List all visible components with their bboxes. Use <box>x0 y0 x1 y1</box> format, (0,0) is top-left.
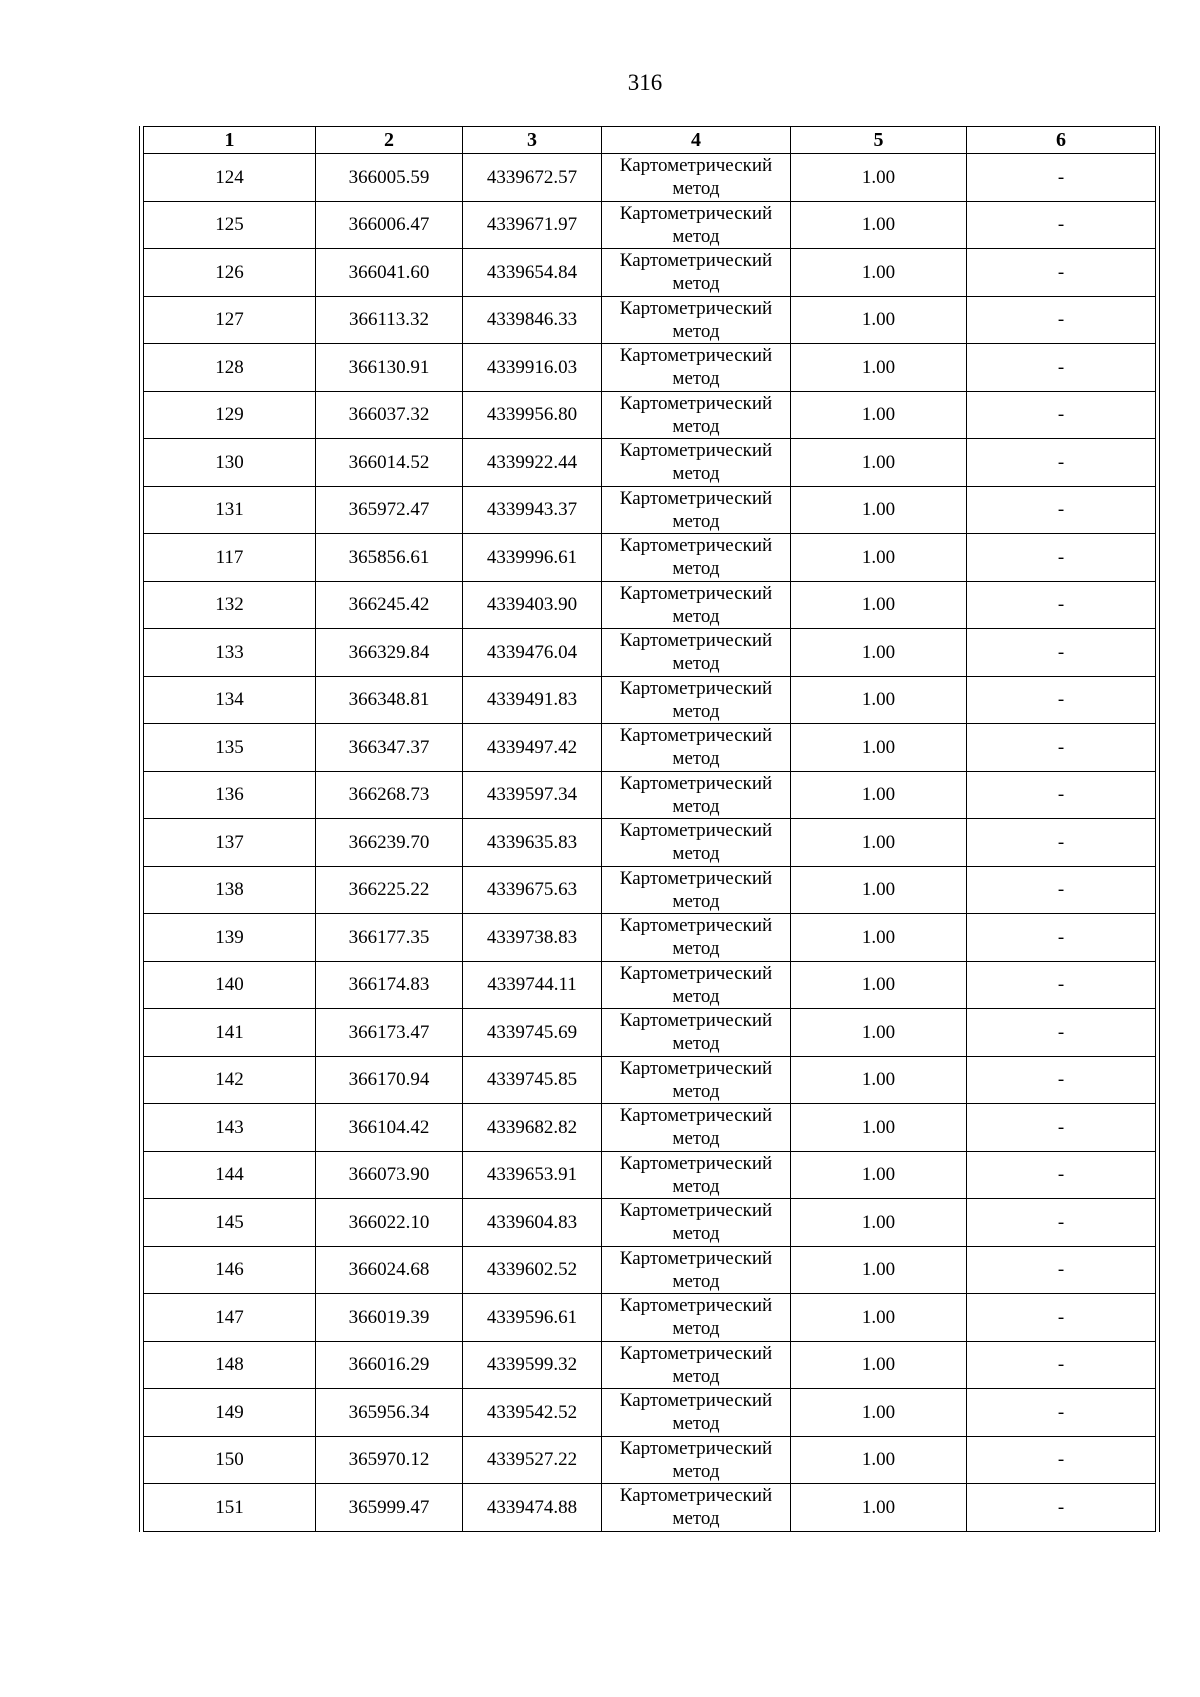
method-cell <box>602 676 791 724</box>
description-cell: - <box>967 1389 1156 1437</box>
method-cell <box>602 1009 791 1057</box>
point-number-cell: 131 <box>144 486 316 534</box>
point-number-cell: 137 <box>144 819 316 867</box>
column-header-4: 4 <box>602 127 791 154</box>
coordinate-y-cell: 4339922.44 <box>463 439 602 487</box>
coordinate-y-cell: 4339491.83 <box>463 676 602 724</box>
coordinate-y-cell: 4339738.83 <box>463 914 602 962</box>
description-cell: - <box>967 676 1156 724</box>
point-number-cell: 147 <box>144 1294 316 1342</box>
method-line-2: метод <box>672 558 720 580</box>
coordinate-y-cell: 4339527.22 <box>463 1436 602 1484</box>
method-cell <box>602 486 791 534</box>
method-line-1: Картометрический <box>619 1390 773 1412</box>
coordinate-x-cell: 365972.47 <box>316 486 463 534</box>
point-number-cell: 146 <box>144 1246 316 1294</box>
coordinate-x-cell: 366024.68 <box>316 1246 463 1294</box>
coordinate-x-cell: 366348.81 <box>316 676 463 724</box>
method-cell <box>602 1151 791 1199</box>
method-line-1: Картометрический <box>619 915 773 937</box>
method-line-2: метод <box>672 653 720 675</box>
method-line-2: метод <box>672 415 720 437</box>
description-cell: - <box>967 629 1156 677</box>
coordinate-y-cell: 4339497.42 <box>463 724 602 772</box>
method-line-2: метод <box>672 1128 720 1150</box>
method-line-2: метод <box>672 1223 720 1245</box>
table-row <box>144 296 1156 344</box>
coordinate-y-cell: 4339474.88 <box>463 1484 602 1532</box>
point-number-cell: 151 <box>144 1484 316 1532</box>
table-row <box>144 1056 1156 1104</box>
coordinate-y-cell: 4339744.11 <box>463 961 602 1009</box>
method-line-2: метод <box>672 843 720 865</box>
table-row <box>144 1341 1156 1389</box>
coordinate-x-cell: 366170.94 <box>316 1056 463 1104</box>
method-line-1: Картометрический <box>619 297 773 319</box>
method-line-1: Картометрический <box>619 677 773 699</box>
point-number-cell: 139 <box>144 914 316 962</box>
method-line-1: Картометрический <box>619 772 773 794</box>
accuracy-cell: 1.00 <box>791 1199 967 1247</box>
coordinate-x-cell: 366268.73 <box>316 771 463 819</box>
coordinate-x-cell: 366174.83 <box>316 961 463 1009</box>
method-cell <box>602 296 791 344</box>
method-cell <box>602 1436 791 1484</box>
method-cell <box>602 581 791 629</box>
method-line-1: Картометрический <box>619 440 773 462</box>
coordinate-y-cell: 4339996.61 <box>463 534 602 582</box>
description-cell: - <box>967 1056 1156 1104</box>
coordinate-y-cell: 4339943.37 <box>463 486 602 534</box>
method-line-2: метод <box>672 795 720 817</box>
method-cell <box>602 1104 791 1152</box>
description-cell: - <box>967 1246 1156 1294</box>
table-row <box>144 1199 1156 1247</box>
accuracy-cell: 1.00 <box>791 961 967 1009</box>
coordinate-y-cell: 4339596.61 <box>463 1294 602 1342</box>
table-body <box>144 154 1156 1532</box>
point-number-cell: 125 <box>144 201 316 249</box>
method-line-2: метод <box>672 1460 720 1482</box>
point-number-cell: 148 <box>144 1341 316 1389</box>
method-cell <box>602 819 791 867</box>
method-cell <box>602 1389 791 1437</box>
accuracy-cell: 1.00 <box>791 866 967 914</box>
coordinate-x-cell: 365856.61 <box>316 534 463 582</box>
coordinate-x-cell: 366104.42 <box>316 1104 463 1152</box>
method-line-1: Картометрический <box>619 1437 773 1459</box>
table-row <box>144 344 1156 392</box>
method-line-1: Картометрический <box>619 820 773 842</box>
description-cell: - <box>967 866 1156 914</box>
method-line-1: Картометрический <box>619 1010 773 1032</box>
coordinate-x-cell: 366347.37 <box>316 724 463 772</box>
method-line-1: Картометрический <box>619 535 773 557</box>
description-cell: - <box>967 724 1156 772</box>
description-cell: - <box>967 344 1156 392</box>
method-cell <box>602 201 791 249</box>
description-cell: - <box>967 1199 1156 1247</box>
table-row <box>144 1389 1156 1437</box>
method-line-2: метод <box>672 890 720 912</box>
accuracy-cell: 1.00 <box>791 724 967 772</box>
description-cell: - <box>967 154 1156 202</box>
method-cell <box>602 866 791 914</box>
table-row <box>144 961 1156 1009</box>
description-cell: - <box>967 1484 1156 1532</box>
coordinates-table <box>143 126 1156 1532</box>
method-cell <box>602 154 791 202</box>
coordinate-y-cell: 4339403.90 <box>463 581 602 629</box>
coordinate-x-cell: 366225.22 <box>316 866 463 914</box>
coordinate-x-cell: 366173.47 <box>316 1009 463 1057</box>
accuracy-cell: 1.00 <box>791 486 967 534</box>
accuracy-cell: 1.00 <box>791 1341 967 1389</box>
table-row <box>144 866 1156 914</box>
point-number-cell: 129 <box>144 391 316 439</box>
table-row <box>144 249 1156 297</box>
method-line-2: метод <box>672 1365 720 1387</box>
point-number-cell: 138 <box>144 866 316 914</box>
coordinates-table-frame <box>139 126 1160 1532</box>
accuracy-cell: 1.00 <box>791 914 967 962</box>
accuracy-cell: 1.00 <box>791 629 967 677</box>
description-cell: - <box>967 439 1156 487</box>
coordinate-x-cell: 366245.42 <box>316 581 463 629</box>
coordinate-y-cell: 4339846.33 <box>463 296 602 344</box>
table-row <box>144 724 1156 772</box>
accuracy-cell: 1.00 <box>791 1246 967 1294</box>
method-cell <box>602 771 791 819</box>
coordinate-x-cell: 366022.10 <box>316 1199 463 1247</box>
description-cell: - <box>967 1294 1156 1342</box>
table-row <box>144 1484 1156 1532</box>
column-header-6: 6 <box>967 127 1156 154</box>
coordinate-y-cell: 4339653.91 <box>463 1151 602 1199</box>
coordinate-y-cell: 4339604.83 <box>463 1199 602 1247</box>
description-cell: - <box>967 961 1156 1009</box>
method-cell <box>602 534 791 582</box>
method-line-1: Картометрический <box>619 1295 773 1317</box>
description-cell: - <box>967 1104 1156 1152</box>
coordinate-y-cell: 4339956.80 <box>463 391 602 439</box>
method-line-1: Картометрический <box>619 1057 773 1079</box>
coordinate-y-cell: 4339542.52 <box>463 1389 602 1437</box>
method-cell <box>602 629 791 677</box>
coordinate-y-cell: 4339654.84 <box>463 249 602 297</box>
method-line-1: Картометрический <box>619 1152 773 1174</box>
description-cell: - <box>967 771 1156 819</box>
coordinate-x-cell: 365970.12 <box>316 1436 463 1484</box>
table-row <box>144 201 1156 249</box>
method-line-1: Картометрический <box>619 1105 773 1127</box>
point-number-cell: 145 <box>144 1199 316 1247</box>
method-cell <box>602 1484 791 1532</box>
point-number-cell: 141 <box>144 1009 316 1057</box>
method-cell <box>602 344 791 392</box>
point-number-cell: 149 <box>144 1389 316 1437</box>
coordinate-y-cell: 4339745.69 <box>463 1009 602 1057</box>
method-cell <box>602 961 791 1009</box>
table-row <box>144 1151 1156 1199</box>
point-number-cell: 127 <box>144 296 316 344</box>
accuracy-cell: 1.00 <box>791 1436 967 1484</box>
description-cell: - <box>967 249 1156 297</box>
method-line-2: метод <box>672 1318 720 1340</box>
table-row <box>144 439 1156 487</box>
point-number-cell: 126 <box>144 249 316 297</box>
table-row <box>144 581 1156 629</box>
point-number-cell: 150 <box>144 1436 316 1484</box>
point-number-cell: 134 <box>144 676 316 724</box>
coordinate-x-cell: 366019.39 <box>316 1294 463 1342</box>
point-number-cell: 143 <box>144 1104 316 1152</box>
table-row <box>144 771 1156 819</box>
coordinate-x-cell: 365956.34 <box>316 1389 463 1437</box>
table-row <box>144 676 1156 724</box>
table-row <box>144 1294 1156 1342</box>
coordinate-y-cell: 4339635.83 <box>463 819 602 867</box>
coordinate-x-cell: 366113.32 <box>316 296 463 344</box>
coordinate-x-cell: 366073.90 <box>316 1151 463 1199</box>
table-row <box>144 534 1156 582</box>
description-cell: - <box>967 1341 1156 1389</box>
method-line-1: Картометрический <box>619 487 773 509</box>
method-line-1: Картометрический <box>619 725 773 747</box>
column-header-1: 1 <box>144 127 316 154</box>
method-line-2: метод <box>672 1033 720 1055</box>
table-row <box>144 391 1156 439</box>
method-line-1: Картометрический <box>619 202 773 224</box>
accuracy-cell: 1.00 <box>791 1389 967 1437</box>
method-line-2: метод <box>672 700 720 722</box>
method-line-1: Картометрический <box>619 155 773 177</box>
column-header-5: 5 <box>791 127 967 154</box>
method-line-2: метод <box>672 178 720 200</box>
table-row <box>144 1104 1156 1152</box>
coordinate-x-cell: 366041.60 <box>316 249 463 297</box>
coordinate-x-cell: 366016.29 <box>316 1341 463 1389</box>
method-line-2: метод <box>672 1413 720 1435</box>
description-cell: - <box>967 486 1156 534</box>
coordinate-x-cell: 366005.59 <box>316 154 463 202</box>
accuracy-cell: 1.00 <box>791 1484 967 1532</box>
point-number-cell: 130 <box>144 439 316 487</box>
method-line-1: Картометрический <box>619 582 773 604</box>
description-cell: - <box>967 1009 1156 1057</box>
coordinate-y-cell: 4339682.82 <box>463 1104 602 1152</box>
method-line-2: метод <box>672 320 720 342</box>
description-cell: - <box>967 819 1156 867</box>
method-line-2: метод <box>672 1080 720 1102</box>
accuracy-cell: 1.00 <box>791 1009 967 1057</box>
coordinate-y-cell: 4339916.03 <box>463 344 602 392</box>
method-line-2: метод <box>672 273 720 295</box>
method-line-1: Картометрический <box>619 250 773 272</box>
method-line-2: метод <box>672 225 720 247</box>
coordinate-x-cell: 366130.91 <box>316 344 463 392</box>
description-cell: - <box>967 1436 1156 1484</box>
accuracy-cell: 1.00 <box>791 201 967 249</box>
accuracy-cell: 1.00 <box>791 534 967 582</box>
method-line-2: метод <box>672 1508 720 1530</box>
method-line-2: метод <box>672 938 720 960</box>
table-row <box>144 154 1156 202</box>
point-number-cell: 135 <box>144 724 316 772</box>
accuracy-cell: 1.00 <box>791 1104 967 1152</box>
accuracy-cell: 1.00 <box>791 439 967 487</box>
table-row <box>144 486 1156 534</box>
method-line-2: метод <box>672 1270 720 1292</box>
description-cell: - <box>967 201 1156 249</box>
accuracy-cell: 1.00 <box>791 344 967 392</box>
coordinate-y-cell: 4339599.32 <box>463 1341 602 1389</box>
accuracy-cell: 1.00 <box>791 1151 967 1199</box>
table-row <box>144 1246 1156 1294</box>
accuracy-cell: 1.00 <box>791 1294 967 1342</box>
point-number-cell: 124 <box>144 154 316 202</box>
accuracy-cell: 1.00 <box>791 391 967 439</box>
accuracy-cell: 1.00 <box>791 296 967 344</box>
coordinate-x-cell: 366014.52 <box>316 439 463 487</box>
method-cell <box>602 914 791 962</box>
method-cell <box>602 249 791 297</box>
method-cell <box>602 1294 791 1342</box>
point-number-cell: 132 <box>144 581 316 629</box>
description-cell: - <box>967 534 1156 582</box>
table-row <box>144 629 1156 677</box>
method-line-1: Картометрический <box>619 1200 773 1222</box>
method-line-1: Картометрический <box>619 630 773 652</box>
point-number-cell: 117 <box>144 534 316 582</box>
table-row <box>144 1009 1156 1057</box>
method-line-1: Картометрический <box>619 345 773 367</box>
coordinate-x-cell: 366329.84 <box>316 629 463 677</box>
table-row <box>144 1436 1156 1484</box>
coordinate-x-cell: 365999.47 <box>316 1484 463 1532</box>
column-header-3: 3 <box>463 127 602 154</box>
point-number-cell: 128 <box>144 344 316 392</box>
accuracy-cell: 1.00 <box>791 154 967 202</box>
coordinate-y-cell: 4339671.97 <box>463 201 602 249</box>
method-cell <box>602 391 791 439</box>
method-line-1: Картометрический <box>619 1342 773 1364</box>
coordinate-y-cell: 4339602.52 <box>463 1246 602 1294</box>
description-cell: - <box>967 914 1156 962</box>
method-line-1: Картометрический <box>619 1247 773 1269</box>
description-cell: - <box>967 391 1156 439</box>
method-line-2: метод <box>672 463 720 485</box>
accuracy-cell: 1.00 <box>791 771 967 819</box>
accuracy-cell: 1.00 <box>791 819 967 867</box>
description-cell: - <box>967 581 1156 629</box>
point-number-cell: 133 <box>144 629 316 677</box>
method-line-1: Картометрический <box>619 867 773 889</box>
coordinate-y-cell: 4339745.85 <box>463 1056 602 1104</box>
point-number-cell: 136 <box>144 771 316 819</box>
method-cell <box>602 1056 791 1104</box>
column-header-2: 2 <box>316 127 463 154</box>
method-line-2: метод <box>672 605 720 627</box>
method-cell <box>602 724 791 772</box>
coordinate-x-cell: 366239.70 <box>316 819 463 867</box>
method-cell <box>602 1246 791 1294</box>
method-line-2: метод <box>672 368 720 390</box>
method-line-1: Картометрический <box>619 392 773 414</box>
point-number-cell: 140 <box>144 961 316 1009</box>
coordinate-y-cell: 4339476.04 <box>463 629 602 677</box>
point-number-cell: 144 <box>144 1151 316 1199</box>
coordinate-x-cell: 366037.32 <box>316 391 463 439</box>
method-cell <box>602 1341 791 1389</box>
coordinate-y-cell: 4339675.63 <box>463 866 602 914</box>
method-line-2: метод <box>672 985 720 1007</box>
method-line-1: Картометрический <box>619 1485 773 1507</box>
page-number: 316 <box>627 70 663 95</box>
coordinate-x-cell: 366006.47 <box>316 201 463 249</box>
coordinate-y-cell: 4339672.57 <box>463 154 602 202</box>
description-cell: - <box>967 296 1156 344</box>
accuracy-cell: 1.00 <box>791 676 967 724</box>
accuracy-cell: 1.00 <box>791 1056 967 1104</box>
table-header-row <box>144 127 1156 154</box>
accuracy-cell: 1.00 <box>791 249 967 297</box>
method-cell <box>602 439 791 487</box>
coordinate-y-cell: 4339597.34 <box>463 771 602 819</box>
table-row <box>144 914 1156 962</box>
table-row <box>144 819 1156 867</box>
method-cell <box>602 1199 791 1247</box>
method-line-2: метод <box>672 748 720 770</box>
accuracy-cell: 1.00 <box>791 581 967 629</box>
coordinate-x-cell: 366177.35 <box>316 914 463 962</box>
description-cell: - <box>967 1151 1156 1199</box>
point-number-cell: 142 <box>144 1056 316 1104</box>
method-line-2: метод <box>672 1175 720 1197</box>
method-line-1: Картометрический <box>619 962 773 984</box>
method-line-2: метод <box>672 510 720 532</box>
